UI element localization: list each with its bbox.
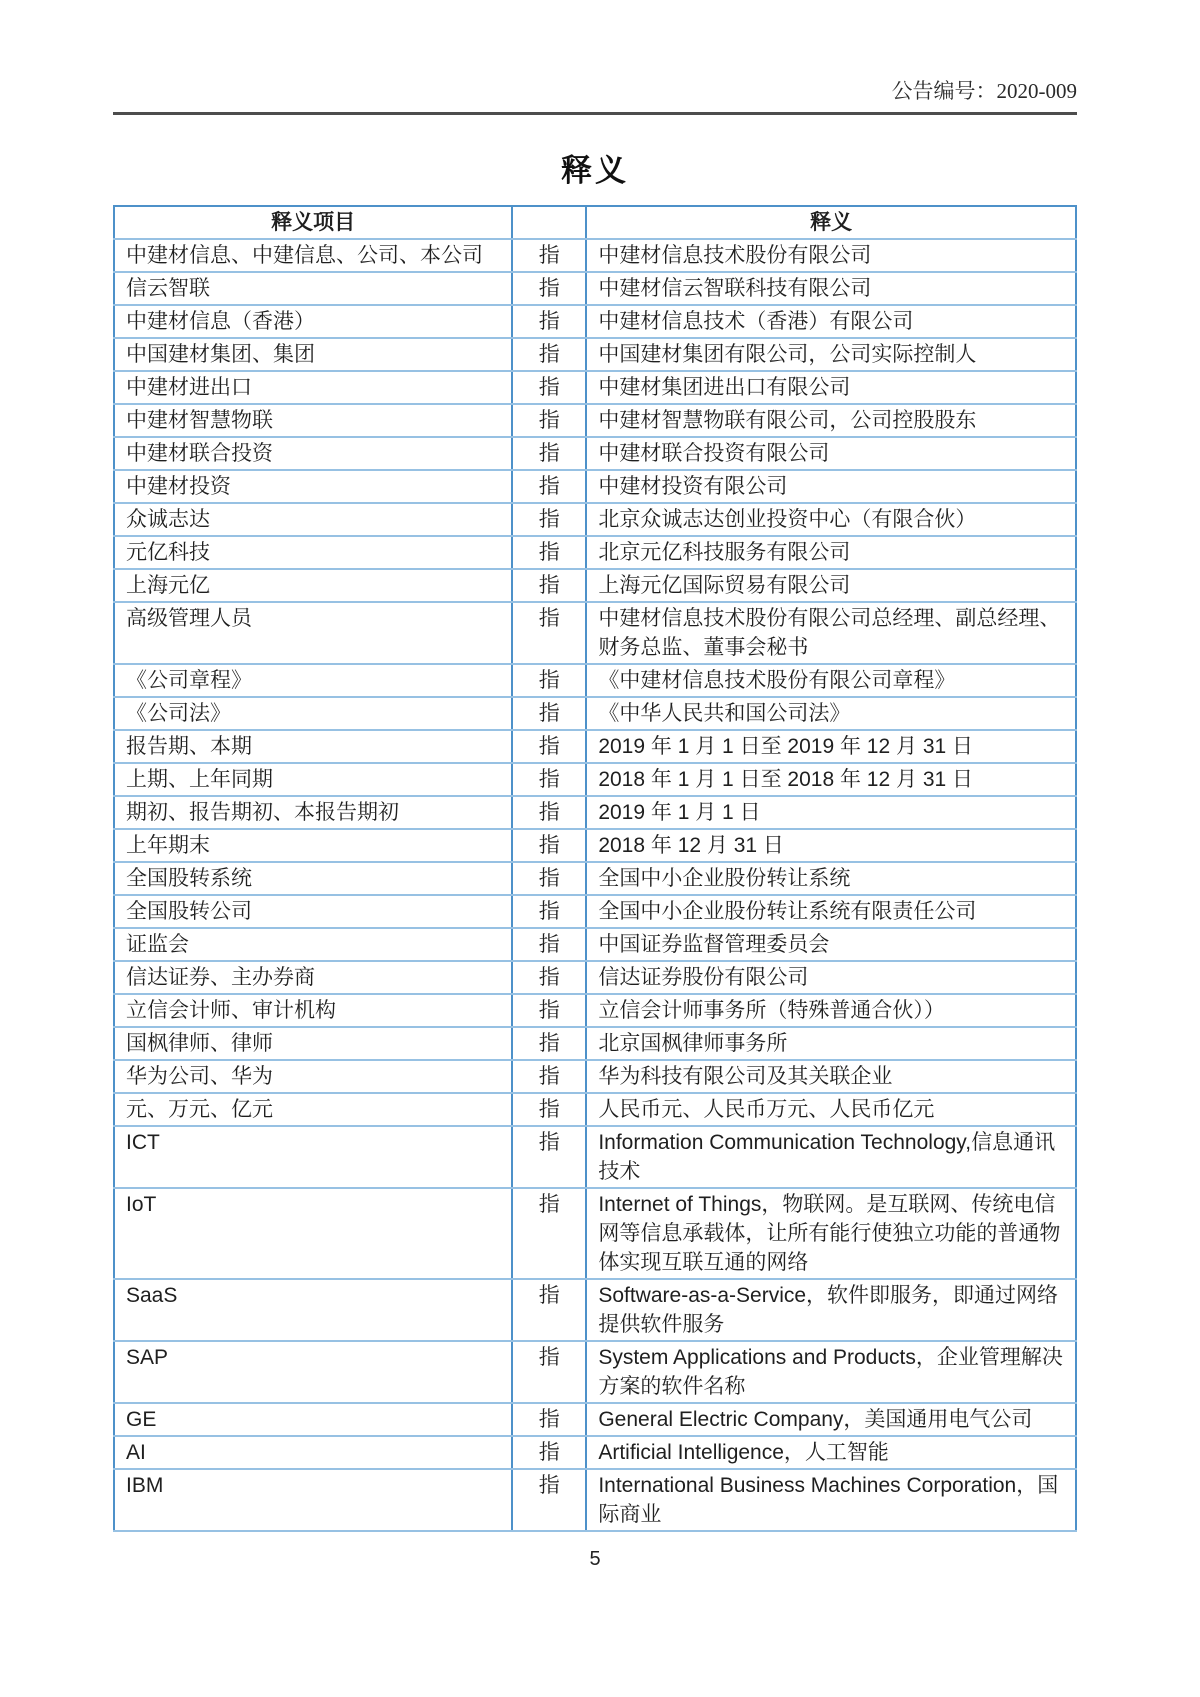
table-row xyxy=(114,1060,1076,1093)
term-cell: 中建材进出口 xyxy=(114,371,512,404)
means-cell: 指 xyxy=(512,503,586,536)
table-row xyxy=(114,569,1076,602)
term-cell: 中建材信息（香港） xyxy=(114,305,512,338)
header-divider xyxy=(113,112,1077,115)
means-cell: 指 xyxy=(512,1093,586,1126)
means-cell: 指 xyxy=(512,338,586,371)
table-row xyxy=(114,697,1076,730)
table-row xyxy=(114,239,1076,272)
definition-cell: 2019 年 1 月 1 日 xyxy=(586,796,1076,829)
means-cell: 指 xyxy=(512,1403,586,1436)
table-row xyxy=(114,1341,1076,1403)
term-cell: 期初、报告期初、本报告期初 xyxy=(114,796,512,829)
term-cell: 信达证券、主办券商 xyxy=(114,961,512,994)
term-cell: 中建材联合投资 xyxy=(114,437,512,470)
term-cell: 《公司法》 xyxy=(114,697,512,730)
table-header-row xyxy=(114,206,1076,239)
term-cell: SAP xyxy=(114,1341,512,1403)
page-number: 5 xyxy=(589,1548,601,1570)
table-row xyxy=(114,664,1076,697)
term-cell: 《公司章程》 xyxy=(114,664,512,697)
term-cell: 上期、上年同期 xyxy=(114,763,512,796)
table-row xyxy=(114,1279,1076,1341)
means-cell: 指 xyxy=(512,1469,586,1531)
term-cell: 证监会 xyxy=(114,928,512,961)
means-cell: 指 xyxy=(512,1060,586,1093)
table-row xyxy=(114,994,1076,1027)
definition-cell: 中建材信息技术股份有限公司 xyxy=(586,239,1076,272)
table-row xyxy=(114,371,1076,404)
term-cell: 全国股转系统 xyxy=(114,862,512,895)
definition-cell: 《中建材信息技术股份有限公司章程》 xyxy=(586,664,1076,697)
term-cell: ICT xyxy=(114,1126,512,1188)
table-row xyxy=(114,895,1076,928)
definition-cell: 中建材集团进出口有限公司 xyxy=(586,371,1076,404)
term-cell: 立信会计师、审计机构 xyxy=(114,994,512,1027)
definition-cell: 中建材投资有限公司 xyxy=(586,470,1076,503)
means-cell: 指 xyxy=(512,272,586,305)
table-row xyxy=(114,437,1076,470)
table-row xyxy=(114,730,1076,763)
table-row xyxy=(114,829,1076,862)
term-cell: SaaS xyxy=(114,1279,512,1341)
table-row xyxy=(114,272,1076,305)
definition-cell: 中建材联合投资有限公司 xyxy=(586,437,1076,470)
means-cell: 指 xyxy=(512,404,586,437)
term-cell: 上海元亿 xyxy=(114,569,512,602)
definition-cell: 北京元亿科技服务有限公司 xyxy=(586,536,1076,569)
means-cell: 指 xyxy=(512,895,586,928)
definition-cell: 信达证券股份有限公司 xyxy=(586,961,1076,994)
means-cell: 指 xyxy=(512,763,586,796)
means-cell: 指 xyxy=(512,239,586,272)
table-row xyxy=(114,338,1076,371)
table-row xyxy=(114,470,1076,503)
definition-cell: 全国中小企业股份转让系统有限责任公司 xyxy=(586,895,1076,928)
definition-cell: International Business Machines Corporation，国际商业 xyxy=(586,1469,1076,1531)
definition-cell: 北京众诚志达创业投资中心（有限合伙） xyxy=(586,503,1076,536)
table-row xyxy=(114,503,1076,536)
means-cell: 指 xyxy=(512,305,586,338)
term-cell: 上年期末 xyxy=(114,829,512,862)
means-cell: 指 xyxy=(512,796,586,829)
definition-cell: 2018 年 12 月 31 日 xyxy=(586,829,1076,862)
means-cell: 指 xyxy=(512,961,586,994)
means-cell: 指 xyxy=(512,1436,586,1469)
definition-cell: 中建材信息技术（香港）有限公司 xyxy=(586,305,1076,338)
term-cell: 中国建材集团、集团 xyxy=(114,338,512,371)
definition-cell: 上海元亿国际贸易有限公司 xyxy=(586,569,1076,602)
definition-cell: Information Communication Technology,信息通讯技术 xyxy=(586,1126,1076,1188)
term-cell: 华为公司、华为 xyxy=(114,1060,512,1093)
table-row xyxy=(114,961,1076,994)
table-row xyxy=(114,862,1076,895)
table-row xyxy=(114,1126,1076,1188)
means-cell: 指 xyxy=(512,730,586,763)
table-row xyxy=(114,1093,1076,1126)
term-cell: GE xyxy=(114,1403,512,1436)
term-cell: 全国股转公司 xyxy=(114,895,512,928)
table-row xyxy=(114,602,1076,664)
definition-cell: System Applications and Products，企业管理解决方案的软件名称 xyxy=(586,1341,1076,1403)
definition-cell: 《中华人民共和国公司法》 xyxy=(586,697,1076,730)
definition-cell: 中建材智慧物联有限公司，公司控股股东 xyxy=(586,404,1076,437)
table-row xyxy=(114,536,1076,569)
means-cell: 指 xyxy=(512,536,586,569)
document-page xyxy=(113,0,1077,1571)
means-cell: 指 xyxy=(512,437,586,470)
definition-cell: 中建材信云智联科技有限公司 xyxy=(586,272,1076,305)
means-cell: 指 xyxy=(512,1279,586,1341)
means-cell: 指 xyxy=(512,602,586,664)
definition-cell: 中国建材集团有限公司，公司实际控制人 xyxy=(586,338,1076,371)
header-term-column: 释义项目 xyxy=(114,206,512,239)
table-row xyxy=(114,763,1076,796)
table-row xyxy=(114,404,1076,437)
definitions-table xyxy=(113,205,1077,1532)
term-cell: 元、万元、亿元 xyxy=(114,1093,512,1126)
definition-cell: Internet of Things，物联网。是互联网、传统电信网等信息承载体，让所有能行使独立功能的普通物体实现互联互通的网络 xyxy=(586,1188,1076,1279)
means-cell: 指 xyxy=(512,994,586,1027)
definition-cell: 2018 年 1 月 1 日至 2018 年 12 月 31 日 xyxy=(586,763,1076,796)
term-cell: 信云智联 xyxy=(114,272,512,305)
means-cell: 指 xyxy=(512,862,586,895)
means-cell: 指 xyxy=(512,1188,586,1279)
page-title: 释义 xyxy=(561,153,629,188)
term-cell: 元亿科技 xyxy=(114,536,512,569)
term-cell: 中建材信息、中建信息、公司、本公司 xyxy=(114,239,512,272)
table-row xyxy=(114,1436,1076,1469)
term-cell: IBM xyxy=(114,1469,512,1531)
means-cell: 指 xyxy=(512,829,586,862)
table-row xyxy=(114,1403,1076,1436)
definition-cell: 北京国枫律师事务所 xyxy=(586,1027,1076,1060)
means-cell: 指 xyxy=(512,1341,586,1403)
term-cell: IoT xyxy=(114,1188,512,1279)
table-row xyxy=(114,305,1076,338)
term-cell: 报告期、本期 xyxy=(114,730,512,763)
definition-cell: 人民币元、人民币万元、人民币亿元 xyxy=(586,1093,1076,1126)
definition-cell: 中建材信息技术股份有限公司总经理、副总经理、财务总监、董事会秘书 xyxy=(586,602,1076,664)
term-cell: AI xyxy=(114,1436,512,1469)
means-cell: 指 xyxy=(512,928,586,961)
means-cell: 指 xyxy=(512,569,586,602)
table-row xyxy=(114,1469,1076,1531)
definition-cell: 华为科技有限公司及其关联企业 xyxy=(586,1060,1076,1093)
table-row xyxy=(114,1188,1076,1279)
document-header xyxy=(113,0,1077,104)
definition-cell: Artificial Intelligence，人工智能 xyxy=(586,1436,1076,1469)
term-cell: 中建材智慧物联 xyxy=(114,404,512,437)
announcement-number: 公告编号：2020-009 xyxy=(891,79,1077,103)
means-cell: 指 xyxy=(512,1027,586,1060)
definition-cell: 2019 年 1 月 1 日至 2019 年 12 月 31 日 xyxy=(586,730,1076,763)
table-row xyxy=(114,1027,1076,1060)
means-cell: 指 xyxy=(512,371,586,404)
term-cell: 众诚志达 xyxy=(114,503,512,536)
header-means-column xyxy=(512,206,586,239)
means-cell: 指 xyxy=(512,697,586,730)
term-cell: 国枫律师、律师 xyxy=(114,1027,512,1060)
definition-cell: Software-as-a-Service，软件即服务，即通过网络提供软件服务 xyxy=(586,1279,1076,1341)
definition-cell: 中国证券监督管理委员会 xyxy=(586,928,1076,961)
definition-cell: General Electric Company，美国通用电气公司 xyxy=(586,1403,1076,1436)
table-row xyxy=(114,796,1076,829)
term-cell: 高级管理人员 xyxy=(114,602,512,664)
means-cell: 指 xyxy=(512,470,586,503)
means-cell: 指 xyxy=(512,664,586,697)
term-cell: 中建材投资 xyxy=(114,470,512,503)
table-row xyxy=(114,928,1076,961)
definition-cell: 全国中小企业股份转让系统 xyxy=(586,862,1076,895)
means-cell: 指 xyxy=(512,1126,586,1188)
definition-cell: 立信会计师事务所（特殊普通合伙）） xyxy=(586,994,1076,1027)
header-definition-column: 释义 xyxy=(586,206,1076,239)
